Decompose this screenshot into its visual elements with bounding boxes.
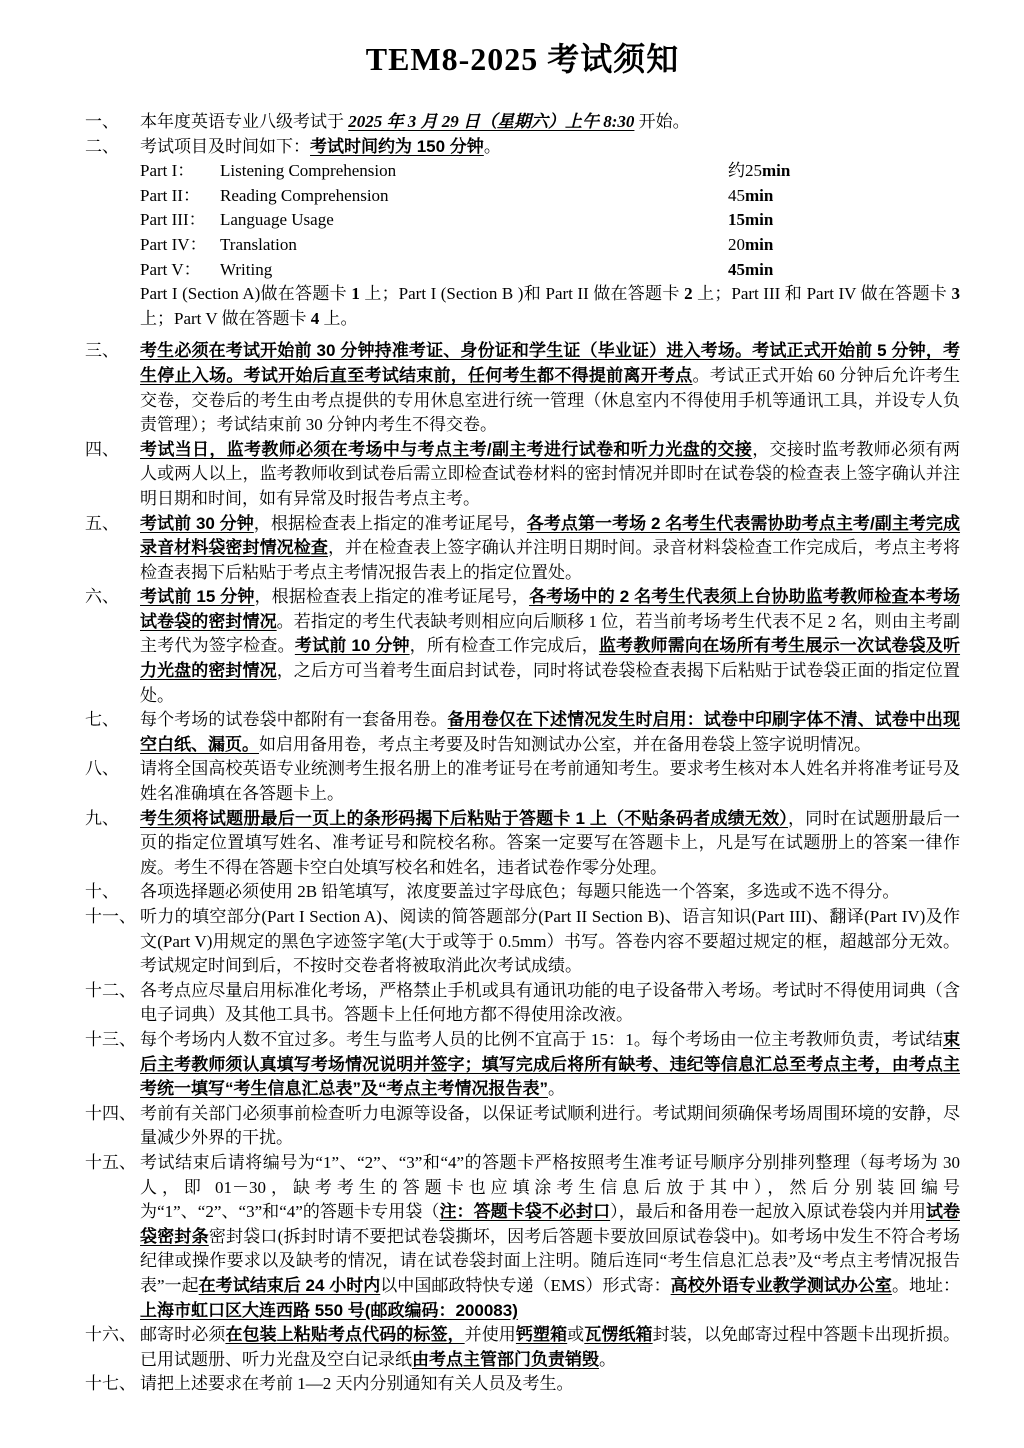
part-time-segment: min — [745, 185, 774, 205]
item-number: 十二、 — [85, 980, 136, 1000]
item-text-segment: 本年度英语专业八级考试于 — [140, 112, 349, 131]
item-text-segment: 或 — [567, 1325, 585, 1345]
item-text-segment: 。地址： — [891, 1275, 961, 1295]
item-text-segment: 考试前 30 分钟 — [140, 513, 254, 533]
part-label: Part III： — [140, 210, 206, 230]
item-number: 十三、 — [85, 1029, 136, 1049]
item-text-segment: ），最后和备用卷一起放入原试卷袋内并用 — [610, 1202, 926, 1222]
schedule-note-segment: 上；Part I (Section B )和 Part II 做在答题卡 — [359, 284, 685, 304]
item-number: 十一、 — [85, 907, 136, 926]
item-text-segment: 考生须将试题册最后一页上的条形码揭下后粘贴于答题卡 1 上（不贴条码者成绩无效） — [140, 808, 789, 828]
list-item — [85, 339, 960, 437]
part-name: Reading Comprehension — [220, 185, 389, 205]
item-text-segment: 注：答题卡袋不必封口 — [439, 1202, 611, 1222]
item-text-segment: 备用卷仅在下述情况发生时启用：试卷中印刷字体不清、试卷中出现空白纸、漏页。 — [140, 710, 960, 754]
schedule-note-segment: 3 — [951, 284, 960, 304]
part-time — [728, 233, 960, 258]
list-item — [85, 979, 960, 1028]
item-text-segment: 由考点主管部门负责销毁 — [412, 1349, 599, 1369]
part-time-segment: 45min — [728, 259, 774, 279]
item-text-segment: 试卷袋密封条 — [140, 1202, 961, 1246]
item-text-segment: 各考点应尽量启用标准化考场，严格禁止手机或具有通讯功能的电子设备带入考场。考试时不得使用词典（含电子词典）及其他工具书。答题卡上任何地方都不得使用涂改液。 — [140, 980, 960, 1025]
item-text-segment: 考前有关部门必须事前检查听力电源等设备，以保证考试顺利进行。考试期间须确保考场周围环境的安静，尽量减少外界的干扰。 — [140, 1103, 960, 1148]
schedule-note — [140, 282, 960, 331]
item-body — [140, 1323, 960, 1372]
item-text-segment: 每个考场的试卷袋中都附有一套备用卷。 — [140, 710, 448, 730]
item-number: 三、 — [85, 341, 119, 361]
item-text-segment: 监考教师需向在场所有考生展示一次试卷袋及听力光盘的密封情况 — [140, 636, 961, 681]
item-text-segment: 考试结束后请将编号为“1”、“2”、“3”和“4”的答题卡严格按照考生准考证号顺序分别排列整理（每考场为 30 人，即 01－30，缺考考生的答题卡也应填涂考生信息后放于其中），然后分别装回编号为“1”、“2”、“3”和“4”的答题卡专用袋（ — [140, 1152, 960, 1222]
part-time-segment: 约25 — [728, 161, 762, 181]
item-text-segment: 。 — [483, 136, 501, 156]
item-text-segment: 邮寄时必须 — [140, 1325, 226, 1345]
item-text-segment: 2025 年 3 月 29 日（星期六）上午 8:30 — [348, 112, 635, 131]
list-item — [85, 135, 960, 332]
item-number: 十四、 — [85, 1103, 136, 1123]
item-text-segment: 如启用备用卷，考点主考要及时告知测试办公室，并在备用卷袋上签字说明情况。 — [259, 734, 871, 754]
item-body — [140, 339, 960, 437]
item-text-segment: 。 — [548, 1079, 565, 1099]
item-text-segment: ，并在检查表上签字确认并注明日期时间。录音材料袋检查工作完成后，考点主考将检查表揭下后粘贴于考点主考情况报告表上的指定位置处。 — [140, 538, 960, 582]
schedule-note-segment: 2 — [684, 284, 693, 304]
list-item — [85, 512, 960, 586]
item-text-segment: 考试项目及时间如下： — [140, 136, 310, 156]
item-text-segment: 请把上述要求在考前 1—2 天内分别通知有关人员及考生。 — [140, 1374, 574, 1394]
item-body — [140, 585, 960, 708]
list-item — [85, 585, 960, 708]
items-list — [85, 110, 960, 1397]
item-number: 八、 — [85, 759, 119, 779]
item-text-segment: 听力的填空部分(Part I Section A)、阅读的简答题部分(Part II Section B)、语言知识(Part III)、翻译(Part IV)及作文(Part V)用规定的黑色字迹签字笔(大于或等于 0.5mm）书写。答卷内容不要超过规定的框，超越部分无效。考试规定时间到后，不按时交卷者将被取消此次考试成绩。 — [140, 907, 960, 976]
item-body — [140, 1102, 960, 1151]
list-item — [85, 110, 960, 135]
exam-schedule — [140, 159, 960, 282]
item-number: 十、 — [85, 882, 119, 902]
item-text-segment: 考试前 15 分钟 — [140, 587, 255, 607]
list-item — [85, 757, 960, 806]
item-text-segment: 钙塑箱 — [515, 1325, 568, 1345]
item-body — [140, 807, 960, 881]
item-text-segment: 高校外语专业教学测试办公室 — [670, 1275, 892, 1295]
part-time-segment: 45 — [728, 185, 745, 205]
item-number: 十六、 — [85, 1325, 136, 1345]
list-item — [85, 1102, 960, 1151]
item-number: 六、 — [85, 587, 119, 607]
part-time — [728, 159, 960, 184]
part-time — [728, 184, 960, 209]
item-text-segment: ，根据检查表上指定的准考证尾号， — [253, 513, 527, 533]
item-number: 九、 — [85, 808, 119, 828]
item-text-segment: 考试前 10 分钟 — [294, 636, 410, 656]
item-text-segment: 上海市虹口区大连西路 550 号(邮政编码：200083) — [140, 1300, 518, 1320]
item-text-segment: 以中国邮政特快专递（EMS）形式寄： — [380, 1275, 671, 1295]
schedule-note-segment: 上；Part III 和 Part IV 做在答题卡 — [692, 284, 952, 304]
schedule-note-segment: 1 — [351, 284, 360, 304]
part-label: Part IV： — [140, 234, 207, 254]
item-text-segment: ，之后方可当着考生面启封试卷，同时将试卷袋检查表揭下后粘贴于试卷袋正面的指定位置处。 — [140, 661, 961, 705]
item-number: 一、 — [85, 112, 119, 131]
item-body — [140, 135, 960, 332]
schedule-note-segment: 上；Part V 做在答题卡 — [140, 308, 311, 328]
part-name: Listening Comprehension — [220, 161, 397, 181]
schedule-row — [140, 258, 960, 283]
item-text-segment: 考生必须在考试开始前 30 分钟持准考证、身份证和学生证（毕业证）进入考场。考试正式开始前 5 分钟，考生停止入场。考试开始后直至考试结束前，任何考生都不得提前离开考点 — [140, 341, 960, 385]
item-text-segment: ，交接时监考教师必须有两人或两人以上，监考教师收到试卷后需立即检查试卷材料的密封情况并即时在试卷袋的检查表上签字确认并注明日期和时间，如有异常及时报告考点主考。 — [140, 439, 960, 508]
part-label: Part V： — [140, 259, 201, 279]
item-body — [140, 757, 960, 806]
page-title: TEM8-2025 考试须知 — [365, 41, 680, 77]
schedule-row — [140, 159, 960, 184]
part-label: Part I： — [140, 161, 195, 181]
part-time — [728, 258, 960, 283]
item-body — [140, 1151, 960, 1323]
item-text-segment: 。 — [599, 1349, 616, 1369]
item-text-segment: 各考场中的 2 名考生代表须上台协助监考教师检查本考场试卷袋的密封情况 — [140, 587, 960, 631]
item-body — [140, 1372, 960, 1397]
item-text-segment: 。考试正式开始 60 分钟后允许考生交卷，交卷后的考生由考点提供的专用休息室进行统一管理（休息室内不得使用手机等通讯工具，并设专人负责管理）；考试结束前 30 分钟内考生不得交卷。 — [140, 365, 961, 435]
list-item — [85, 905, 960, 979]
item-text-segment: 各考点第一考场 2 名考生代表需协助考点主考/副主考完成录音材料袋密封情况检查 — [140, 513, 961, 558]
item-number: 四、 — [85, 439, 119, 459]
list-item — [85, 708, 960, 757]
part-label: Part II： — [140, 185, 200, 205]
item-text-segment: 请将全国高校英语专业统测考生报名册上的准考证号在考前通知考生。要求考生核对本人姓名并将准考证号及姓名准确填在各答题卡上。 — [140, 759, 960, 804]
item-number: 五、 — [85, 513, 119, 533]
list-item — [85, 1372, 960, 1397]
schedule-note-segment: 4 — [310, 308, 320, 328]
item-text-segment: 考试时间约为 150 分钟 — [310, 136, 484, 156]
schedule-row — [140, 233, 960, 258]
list-item — [85, 807, 960, 881]
schedule-row — [140, 208, 960, 233]
item-number: 七、 — [85, 710, 119, 730]
part-time-segment: min — [745, 234, 774, 254]
list-item — [85, 1151, 960, 1323]
list-item — [85, 1323, 960, 1372]
item-number: 十五、 — [85, 1152, 136, 1172]
item-text-segment: 在包装上粘贴考点代码的标签， — [225, 1325, 465, 1345]
item-body — [140, 880, 960, 905]
item-text-segment: ，同时在试题册最后一页的指定位置填写姓名、准考证号和院校名称。答案一定要写在答题卡上，凡是写在试题册上的答案一律作废。考生不得在答题卡空白处填写校名和姓名，违者试卷作零分处理。 — [140, 808, 961, 877]
item-text-segment: ，根据检查表上指定的准考证尾号， — [254, 587, 530, 607]
schedule-row — [140, 184, 960, 209]
item-text-segment: 各项选择题必须使用 2B 铅笔填写，浓度要盖过字母底色；每题只能选一个答案，多选或不选不得分。 — [140, 882, 900, 902]
part-name: Translation — [220, 234, 297, 254]
item-text-segment: 在考试结束后 24 小时内 — [198, 1275, 381, 1295]
schedule-note-segment: Part I (Section A)做在答题卡 — [140, 284, 352, 304]
item-text-segment: 束后主考教师须认真填写考场情况说明并签字；填写完成后将所有缺考、违纪等信息汇总至考点主考，由考点主考统一填写“考生信息汇总表”及“考点主考情况报告表” — [140, 1029, 960, 1099]
item-body — [140, 512, 960, 586]
list-item — [85, 880, 960, 905]
item-body — [140, 905, 960, 979]
item-text-segment: 开始。 — [634, 112, 690, 131]
item-body — [140, 110, 960, 135]
item-text-segment: 每个考场内人数不宜过多。考生与监考人员的比例不宜高于 15：1。每个考场由一位主考教师负责，考试结 — [140, 1029, 943, 1049]
item-text-segment: ，所有检查工作完成后， — [409, 636, 599, 656]
list-item — [85, 438, 960, 512]
part-time-segment: min — [762, 161, 791, 181]
item-body — [140, 979, 960, 1028]
item-number: 二、 — [85, 136, 119, 156]
part-name: Language Usage — [220, 210, 334, 230]
part-name: Writing — [220, 259, 273, 279]
item-text-segment: 封装，以免邮寄过程中答题卡出现折损。已用试题册、听力光盘及空白记录纸 — [140, 1325, 961, 1369]
part-time-segment: 20 — [728, 234, 745, 254]
item-text-segment: 瓦愣纸箱 — [584, 1325, 653, 1345]
schedule-note-segment: 上。 — [319, 308, 358, 328]
item-text-segment: 考试当日，监考教师必须在考场中与考点主考/副主考进行试卷和听力光盘的交接 — [140, 439, 753, 459]
item-body — [140, 438, 960, 512]
list-item — [85, 1028, 960, 1102]
part-time — [728, 208, 960, 233]
part-time-segment: 15min — [728, 210, 774, 230]
item-body — [140, 708, 960, 757]
item-text-segment: 。若指定的考生代表缺考则相应向后顺移 1 位，若当前考场考生代表不足 2 名，则由主考副主考代为签字检查。 — [140, 611, 961, 656]
item-body — [140, 1028, 960, 1102]
item-text-segment: 密封袋口(拆封时请不要把试卷袋撕坏，因考后答题卡要放回原试卷袋中)。如考场中发生不符合考场纪律或操作要求以及缺考的情况，请在试卷袋封面上注明。随后连同“考生信息汇总表”及“考点主考情况报告表”一起 — [140, 1226, 960, 1295]
item-number: 十七、 — [85, 1374, 136, 1394]
item-text-segment: 并使用 — [464, 1325, 516, 1345]
